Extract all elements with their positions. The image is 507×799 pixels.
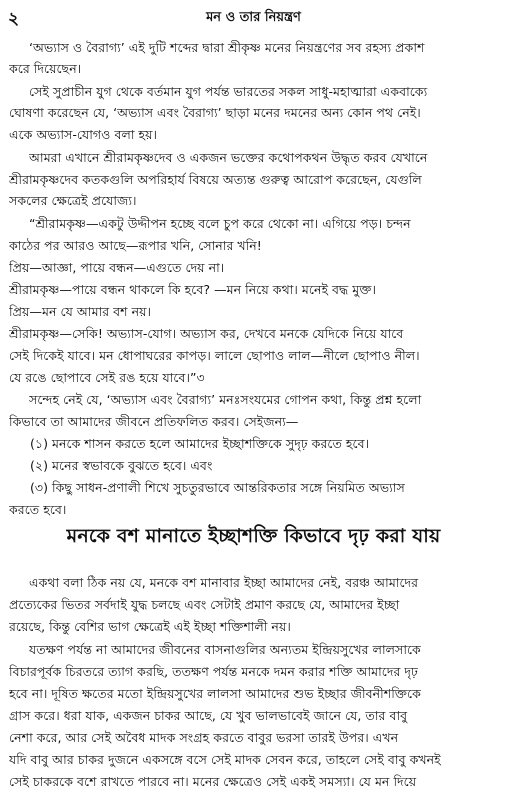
text-line: করতে হবে। [9, 502, 67, 517]
list-item: (২) মনের স্বভাবকে বুঝতে হবে। এবং [30, 458, 213, 473]
text-line: শ্রীরামকৃষ্ণদেব কতকগুলি অপরিহার্য বিষয়ে অত্যন্ত গুরুত্ব আরোপ করেছেন, যেগুলি [9, 172, 422, 187]
page-header [0, 6, 507, 28]
text-line: “শ্রীরামকৃষ্ণ—একটু উদ্দীপন হচ্ছে বলে চুপ করে থেকো না। এগিয়ে পড়। চন্দন [29, 216, 411, 231]
text-line: প্রিয়—মন যে আমার বশ নয়। [9, 304, 152, 319]
text-line: প্রিয়—আজ্ঞা, পায়ে বন্ধন—এগুতে দেয় না। [9, 260, 225, 275]
list-item: (১) মনকে শাসন করতে হলে আমাদের ইচ্ছাশক্তিকে সুদৃঢ় করতে হবে। [30, 436, 370, 451]
page-number: ২ [8, 9, 20, 29]
text-line: যে রঙে ছোপাবে সেই রঙ হয়ে যাবে।”৩ [9, 370, 205, 385]
text-line: সেই সুপ্রাচীন যুগ থেকে বর্তমান যুগ পর্যন্ত ভারতের সকল সাধু-মহাত্মারা একবাক্যে [29, 84, 428, 99]
text-line: আমরা এখানে শ্রীরামকৃষ্ণদেব ও একজন ভক্তের কথোপকথন উদ্ধৃত করব যেখানে [29, 150, 428, 165]
text-line: শ্রীরামকৃষ্ণ—পায়ে বন্ধন থাকলে কি হবে? —মন নিয়ে কথা। মনেই বদ্ধ মুক্ত। [9, 282, 376, 297]
text-line: রয়েছে, কিন্তু বেশির ভাগ ক্ষেত্রেই এই ইচ্ছা শক্তিশালী নয়। [9, 619, 291, 634]
text-line: করে দিয়েছেন। [9, 61, 82, 76]
text-line: যদি বাবু আর চাকর দুজনে একসঙ্গে বসে সেই মাদক সেবন করে, তাহলে সেই বাবু কখনই [9, 752, 441, 767]
list-item: (৩) কিছু সাধন-প্রণালী শিখে সুচতুরভাবে আন্তরিকতার সঙ্গে নিয়মিত অভ্যাস [30, 480, 405, 495]
text-line: ‘অভ্যাস ও বৈরাগ্য’ এই দুটি শব্দের দ্বারা শ্রীকৃষ্ণ মনের নিয়ন্ত্রণের সব রহস্য প্রকাশ [29, 40, 425, 55]
text-line: একে অভ্যাস-যোগও বলা হয়। [9, 127, 158, 142]
text-line: সকলের ক্ষেত্রেই প্রযোজ্য। [9, 193, 137, 208]
text-line: কাঠের পর আরও আছে—রূপার খনি, সোনার খনি! [9, 238, 262, 253]
text-line: গ্রাস করে। ধরা যাক, একজন চাকর আছে, যে খুব ভালভাবেই জানে যে, তার বাবু [9, 708, 408, 723]
running-title: মন ও তার নিয়ন্ত্রণ [206, 10, 301, 25]
text-line: ঘোষণা করেছেন যে, ‘অভ্যাস এবং বৈরাগ্য’ ছাড়া মনের দমনের অন্য কোন পথ নেই। [9, 105, 421, 120]
text-line: সেই দিকেই যাবে। মন ধোপাঘরের কাপড়। লালে ছোপাও লাল—নীলে ছোপাও নীল। [9, 348, 420, 363]
text-line: শ্রীরামকৃষ্ণ—সেকি! অভ্যাস-যোগ। অভ্যাস কর, দেখবে মনকে যেদিকে নিয়ে যাবে [9, 326, 404, 341]
text-line: নেশা করে, আর সেই অবৈধ মাদক সংগ্রহ করতে বাবুর ভরসা তারই উপর। এখন [9, 730, 399, 745]
text-line: হবে না। দূষিত ক্ষতের মতো ইন্দ্রিয়সুখের লালসা আমাদের শুভ ইচ্ছার জীবনীশক্তিকে [9, 686, 421, 701]
text-line: সন্দেহ নেই যে, ‘অভ্যাস এবং বৈরাগ্য’ মনঃসংযমের গোপন কথা, কিন্তু প্রশ্ন হলো [29, 392, 422, 407]
text-line: প্রত্যেকের ভিতর সর্বদাই যুদ্ধ চলছে এবং সেটাই প্রমাণ করছে যে, আমাদের ইচ্ছা [9, 597, 400, 612]
text-line: বিচারপূর্বক চিরতরে ত্যাগ করছি, ততক্ষণ পর্যন্ত মনকে দমন করার শক্তি আমাদের দৃঢ় [9, 664, 418, 679]
section-heading: মনকে বশ মানাতে ইচ্ছাশক্তি কিভাবে দৃঢ় করা যায় [66, 525, 441, 547]
text-line: কিভাবে তা আমাদের জীবনে প্রতিফলিত করব। সেইজন্য— [9, 414, 299, 429]
text-line: যতক্ষণ পর্যন্ত না আমাদের জীবনের বাসনাগুলির অন্যতম ইন্দ্রিয়সুখের লালসাকে [29, 642, 421, 657]
text-line: একথা বলা ঠিক নয় যে, মনকে বশ মানাবার ইচ্ছা আমাদের নেই, বরঞ্চ আমাদের [29, 575, 419, 590]
text-line: সেই চাকরকে বশে রাখতে পারবে না। মনের ক্ষেত্রেও সেই একই সমস্যা। যে মন দিয়ে [9, 774, 417, 789]
